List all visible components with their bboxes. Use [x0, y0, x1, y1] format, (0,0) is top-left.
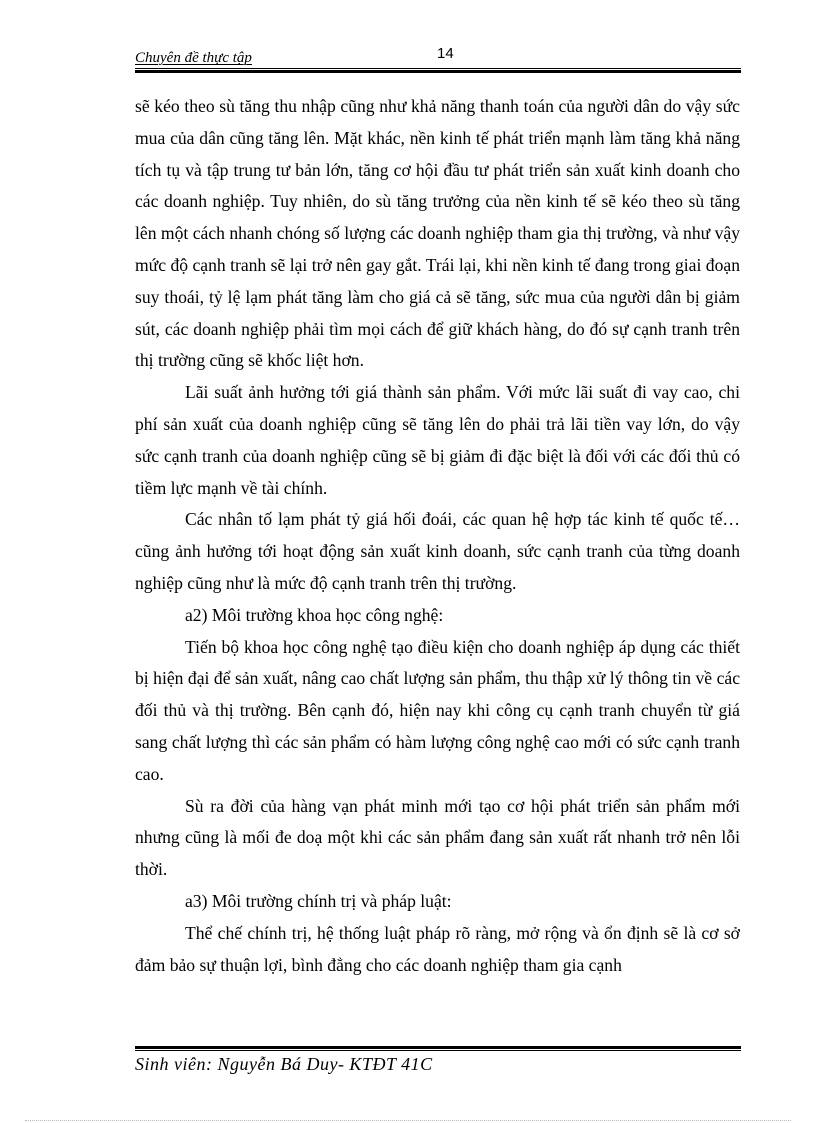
paragraph-interest-rate: Lãi suất ảnh hưởng tới giá thành sản phẩm. Với mức lãi suất đi vay cao, chi phí sản xuất của doanh nghiệp cũng sẽ tăng lên do phải trả lãi tiền vay lớn, do vậy sức cạnh tranh của doanh nghiệp cũng sẽ bị giảm đi đặc biệt là đối với các đối thủ có tiềm lực mạnh về tài chính. [135, 382, 740, 498]
paragraph-inflation-exchange: Các nhân tố lạm phát tỷ giá hối đoái, các quan hệ hợp tác kinh tế quốc tế… cũng ảnh hưởng tới hoạt động sản xuất kinh doanh, sức cạnh tranh của từng doanh nghiệp cũng như là mức độ cạnh tranh trên thị trường. [135, 509, 740, 593]
header-title: Chuyên đề thực tập [135, 50, 252, 66]
paragraph-political-institutions: Thể chế chính trị, hệ thống luật pháp rõ ràng, mở rộng và ổn định sẽ là cơ sở đảm bảo sự thuận lợi, bình đẳng cho các doanh nghiệp tham gia cạnh [135, 922, 740, 975]
header-rule-thick [135, 70, 741, 73]
document-body [135, 91, 740, 981]
footer-author: Sinh viên: Nguyễn Bá Duy- KTĐT 41C [135, 1054, 433, 1074]
paragraph-technology-progress: Tiến bộ khoa học công nghệ tạo điều kiện cho doanh nghiệp áp dụng các thiết bị hiện đại để sản xuất, nâng cao chất lượng sản phẩm, thu thập xử lý thông tin về các đối thủ và thị trường. Bên cạnh đó, hiện nay khi công cụ cạnh tranh chuyển từ giá sang chất lượng thì các sản phẩm có hàm lượng công nghệ cao mới có sức cạnh tranh cao. [135, 636, 740, 784]
heading-a3-politics-law: a3) Môi trường chính trị và pháp luật: [185, 890, 452, 911]
heading-a2-technology: a2) Môi trường khoa học công nghệ: [185, 604, 444, 625]
page-bottom-border [25, 1120, 791, 1121]
footer-rule-thick [135, 1046, 741, 1049]
footer-rule-thin [135, 1050, 741, 1051]
paragraph-economy-continued: sẽ kéo theo sù tăng thu nhập cũng như khả năng thanh toán của người dân do vậy sức mua của dân cũng tăng lên. Mặt khác, nền kinh tế phát triển mạnh làm tăng khả năng tích tụ và tập trung tư bản lớn, tăng cơ hội đầu tư phát triển sản xuất kinh doanh cho các doanh nghiệp. Tuy nhiên, do sù tăng trưởng của nền kinh tế sẽ kéo theo sù tăng lên một cách nhanh chóng số lượng các doanh nghiệp tham gia thị trường, và như vậy mức độ cạnh tranh sẽ lại trở nên gay gắt. Trái lại, khi nền kinh tế đang trong giai đoạn suy thoái, tỷ lệ lạm phát tăng làm cho giá cả sẽ tăng, sức mua của người dân bị giảm sút, các doanh nghiệp phải tìm mọi cách để giữ khách hàng, do đó sự cạnh tranh trên thị trường cũng sẽ khốc liệt hơn. [135, 96, 740, 371]
page-number: 14 [437, 45, 454, 62]
header-rule-thin [135, 68, 741, 69]
paragraph-inventions: Sù ra đời của hàng vạn phát minh mới tạo cơ hội phát triển sản phẩm mới nhưng cũng là mối đe doạ một khi các sản phẩm đang sản xuất rất nhanh trở nên lỗi thời. [135, 795, 740, 880]
